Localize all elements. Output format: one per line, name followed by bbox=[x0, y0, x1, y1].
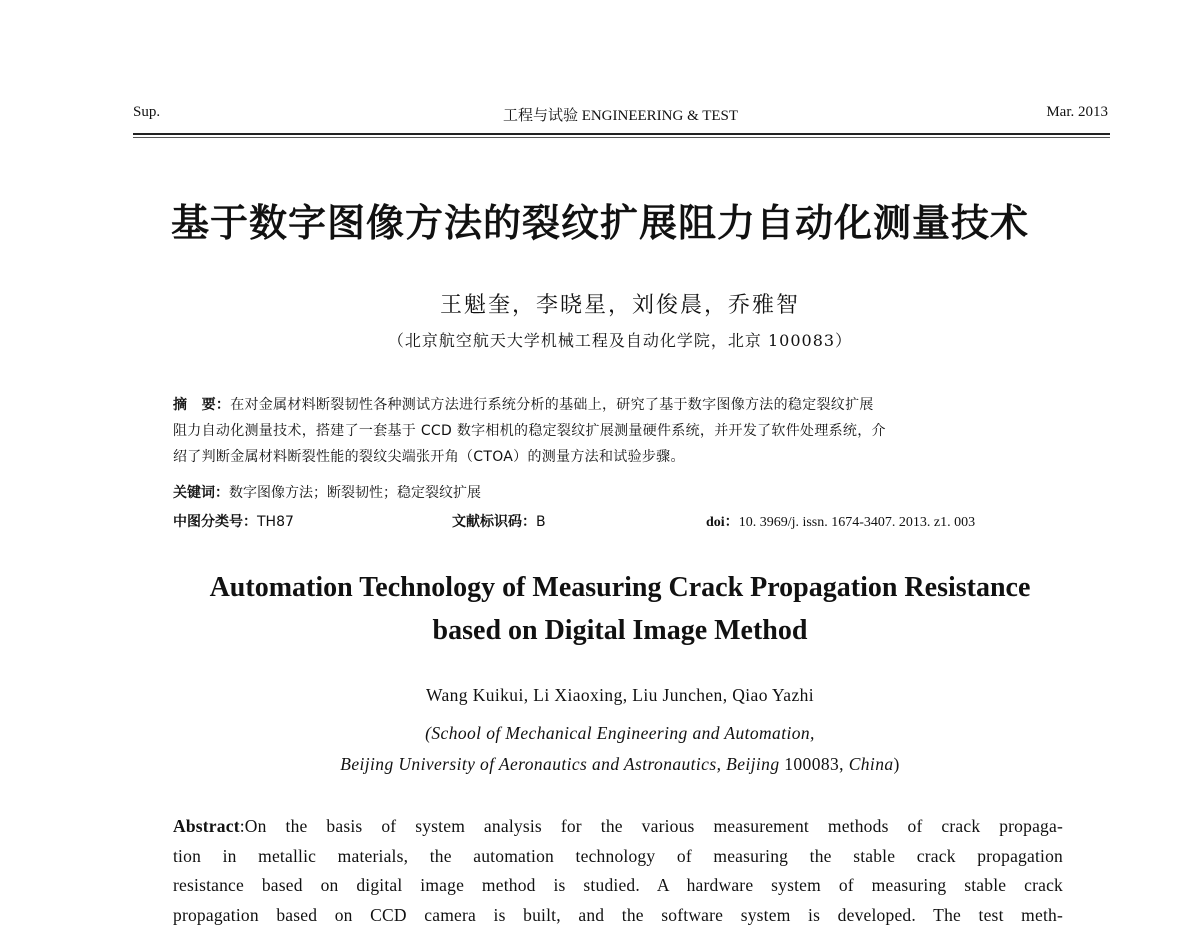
classification-number: 中图分类号：TH87 bbox=[173, 514, 294, 530]
english-title bbox=[100, 566, 1140, 652]
header-rule bbox=[133, 133, 1110, 135]
english-affiliation bbox=[100, 718, 1140, 780]
english-title-line-1: Automation Technology of Measuring Crack Propagation Resistance bbox=[209, 572, 1031, 603]
chinese-keywords bbox=[173, 482, 1073, 502]
header-rule-thin bbox=[133, 137, 1110, 138]
running-header bbox=[133, 104, 1108, 128]
keywords-value: 数字图像方法；断裂韧性；稳定裂纹扩展 bbox=[229, 485, 481, 501]
doi: doi：10. 3969/j. issn. 1674-3407. 2013. z1. 003 bbox=[706, 515, 976, 530]
english-abstract bbox=[173, 812, 1063, 930]
chinese-abstract-label: 摘 要： bbox=[173, 397, 231, 413]
english-affiliation-line-2: Beijing University of Aeronautics and Astronautics, Beijing 100083, China) bbox=[340, 754, 900, 774]
chinese-abstract-line-2: 阻力自动化测量技术，搭建了一套基于 CCD 数字相机的稳定裂纹扩展测量硬件系统，并开发了软件处理系统，介 bbox=[173, 423, 886, 439]
chinese-abstract-line-1: 摘 要：在对金属材料断裂韧性各种测试方法进行系统分析的基础上，研究了基于数字图像方法的稳定裂纹扩展 bbox=[173, 397, 874, 413]
header-date: Mar. 2013 bbox=[1046, 104, 1108, 120]
chinese-abstract bbox=[173, 392, 1073, 470]
chinese-authors: 王魁奎，李晓星，刘俊晨，乔雅智 bbox=[439, 293, 800, 318]
chinese-abstract-line-3: 绍了判断金属材料断裂性能的裂纹尖端张开角（CTOA）的测量方法和试验步骤。 bbox=[173, 449, 685, 465]
keywords-label: 关键词： bbox=[173, 485, 229, 501]
english-abstract-label: Abstract bbox=[173, 816, 240, 836]
english-title-line-2: based on Digital Image Method bbox=[432, 615, 808, 646]
classification-row bbox=[173, 511, 1073, 533]
english-abstract-line-2: tion in metallic materials, the automation technology of measuring the stable crack propagation bbox=[173, 845, 1063, 866]
english-authors: Wang Kuikui, Li Xiaoxing, Liu Junchen, Qiao Yazhi bbox=[425, 685, 815, 705]
english-abstract-line-4: propagation based on CCD camera is built, and the software system is developed. The test meth- bbox=[173, 904, 1063, 925]
chinese-affiliation: （北京航空航天大学机械工程及自动化学院，北京 100083） bbox=[387, 331, 853, 350]
header-journal-name: 工程与试验 ENGINEERING & TEST bbox=[502, 108, 739, 124]
chinese-title: 基于数字图像方法的裂纹扩展阻力自动化测量技术 bbox=[170, 201, 1029, 245]
header-supplement: Sup. bbox=[133, 104, 161, 120]
english-abstract-line-3: resistance based on digital image method is studied. A hardware system of measuring stable crack bbox=[173, 875, 1063, 895]
document-code: 文献标识码：B bbox=[452, 514, 546, 530]
english-affiliation-line-1: (School of Mechanical Engineering and Automation, bbox=[425, 723, 815, 743]
english-abstract-line-1: Abstract:On the basis of system analysis for the various measurement methods of crack propaga- bbox=[173, 816, 1063, 836]
